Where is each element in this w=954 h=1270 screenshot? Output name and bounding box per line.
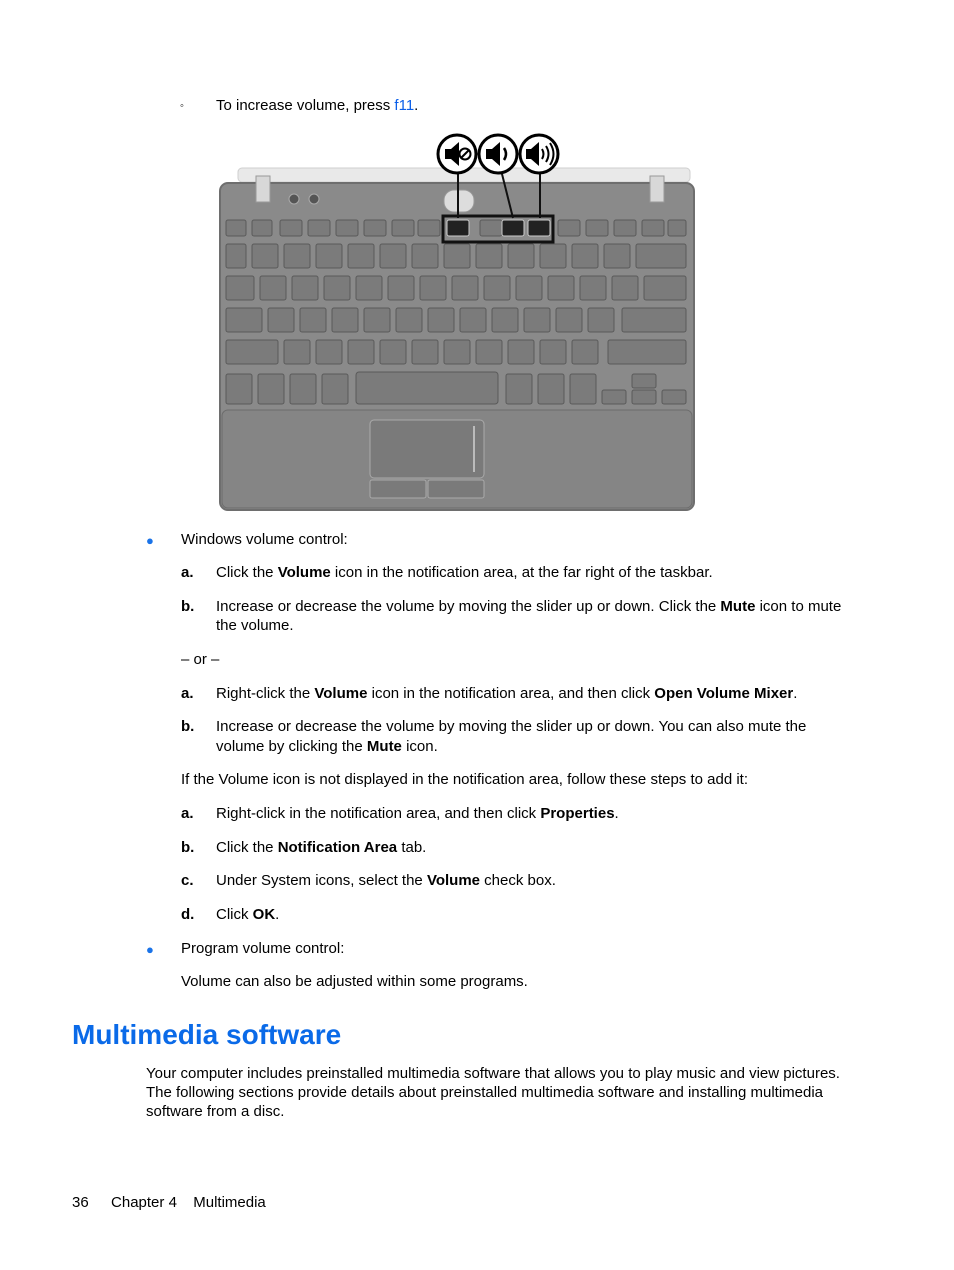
program-volume-label: Program volume control: [181,940,345,957]
volume-down-icon [477,133,519,175]
step-letter: a. [181,564,194,581]
increase-volume-instruction [216,96,418,115]
paragraph-line: Your computer includes preinstalled multimedia software that allows you to play music and view pictures. [146,1065,840,1082]
bullet-marker: ● [146,533,154,548]
step-letter: a. [181,685,194,702]
mute-icon [436,133,478,175]
step-text-continued: the volume. [216,617,294,634]
page-number: 36 [72,1194,89,1211]
step-letter: b. [181,718,195,735]
step-letter: d. [181,906,195,923]
chapter-title: Multimedia [193,1194,266,1211]
step-letter: a. [181,805,194,822]
paragraph-line: The following sections provide details about preinstalled multimedia software and installing multimedia [146,1084,824,1101]
volume-up-icon [518,133,560,175]
step-text: Increase or decrease the volume by moving the slider up or down. Click the Mute icon to mute [216,598,842,615]
f11-key-link[interactable]: f11 [394,97,415,114]
instruction-period: . [414,97,419,114]
step-letter: b. [181,598,195,615]
step-text-continued: volume by clicking the Mute icon. [216,738,438,755]
program-volume-text: Volume can also be adjusted within some programs. [181,973,528,990]
section-paragraph [146,1064,906,1121]
step-text: Click the Notification Area tab. [216,839,427,856]
step-text: Click the Volume icon in the notification area, at the far right of the taskbar. [216,564,713,581]
step-text: Increase or decrease the volume by moving the slider up or down. You can also mute the [216,718,807,735]
step-text: Right-click the Volume icon in the notification area, and then click Open Volume Mixer. [216,685,798,702]
add-icon-note: If the Volume icon is not displayed in the notification area, follow these steps to add it: [181,771,749,788]
chapter-label: Chapter 4 [111,1194,177,1211]
step-text: Click OK. [216,906,280,923]
windows-volume-label: Windows volume control: [181,531,348,548]
step-text: Under System icons, select the Volume check box. [216,872,556,889]
or-separator: – or – [181,651,220,668]
sub-bullet-marker: ◦ [180,100,184,112]
paragraph-line: software from a disc. [146,1103,285,1120]
step-text: Right-click in the notification area, and then click Properties. [216,805,619,822]
keyboard-figure [218,128,696,512]
page-footer [72,1193,266,1212]
step-letter: c. [181,872,194,889]
bullet-marker: ● [146,942,154,957]
instruction-text: To increase volume, press [216,97,395,114]
step-letter: b. [181,839,195,856]
section-heading: Multimedia software [72,1019,342,1050]
